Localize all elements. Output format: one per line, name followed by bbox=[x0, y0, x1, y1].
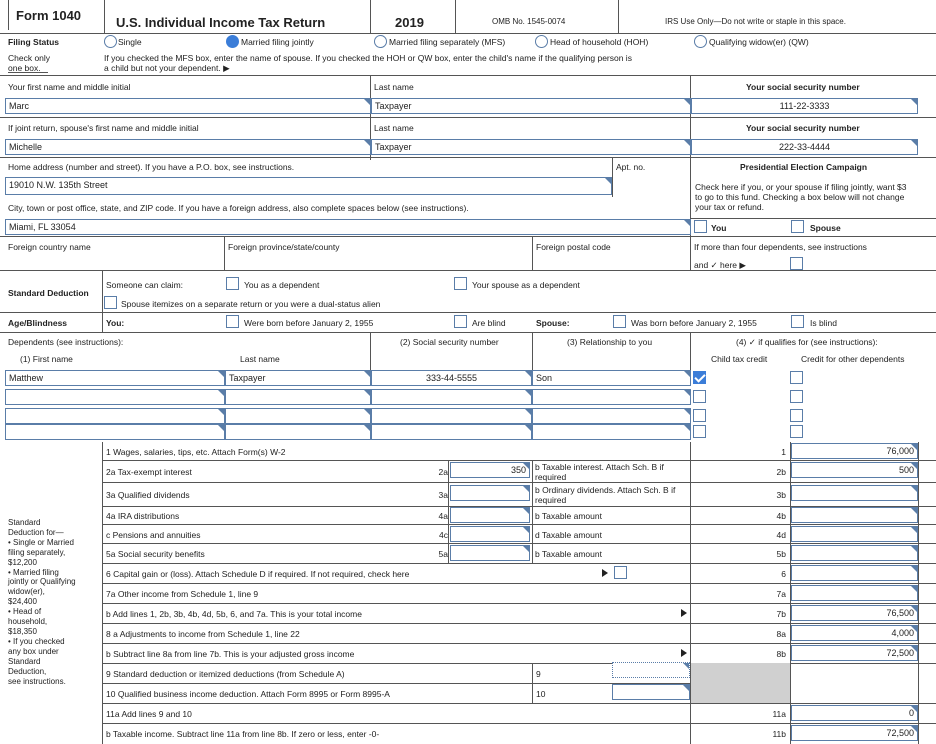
spouse-ssn-label: Your social security number bbox=[746, 123, 860, 133]
line-1-input[interactable]: 76,000 bbox=[791, 443, 918, 459]
dep-col-last-name: Last name bbox=[240, 354, 280, 364]
radio-married-filing-separately[interactable] bbox=[374, 35, 387, 48]
line-10-number: 10 bbox=[536, 689, 546, 699]
line-4a-input[interactable] bbox=[450, 507, 530, 523]
ssn-label: Your social security number bbox=[746, 82, 860, 92]
sidebar-line: Deduction for— bbox=[8, 527, 64, 537]
line-7b-number: 7b bbox=[776, 609, 786, 619]
sidebar-line: widow(er), bbox=[8, 587, 45, 597]
line-5a-input[interactable] bbox=[450, 545, 530, 561]
dependent-first-name[interactable] bbox=[5, 424, 225, 440]
child-tax-credit-checkbox[interactable] bbox=[693, 371, 706, 384]
line-8a-label: 8 a Adjustments to income from Schedule 1, line 22 bbox=[106, 629, 300, 639]
line-7a-label: 7a Other income from Schedule 1, line 9 bbox=[106, 589, 259, 599]
child-tax-credit-checkbox[interactable] bbox=[693, 425, 706, 438]
arrow-icon bbox=[681, 609, 687, 617]
line-8b-label: b Subtract line 8a from line 7b. This is your adjusted gross income bbox=[106, 649, 355, 659]
filing-status-label: Filing Status bbox=[8, 37, 59, 47]
dependent-last-name[interactable] bbox=[225, 424, 371, 440]
dependents-label: Dependents (see instructions): bbox=[8, 337, 124, 347]
line-5a-number: 5a bbox=[438, 549, 448, 559]
foreign-country-label: Foreign country name bbox=[8, 242, 91, 252]
dependent-relationship[interactable] bbox=[532, 408, 691, 424]
dependent-relationship[interactable]: Son bbox=[532, 370, 691, 386]
line-4b-number: 4b bbox=[776, 511, 786, 521]
line-11b-label: b Taxable income. Subtract line 11a from line 8b. If zero or less, enter -0- bbox=[106, 729, 380, 739]
line-9-number: 9 bbox=[536, 669, 541, 679]
sidebar-line: • Married filing bbox=[8, 567, 59, 577]
first-name-label: Your first name and middle initial bbox=[8, 82, 131, 92]
form-number: Form 1040 bbox=[16, 8, 82, 23]
label-married-filing-separately: Married filing separately (MFS) bbox=[389, 37, 506, 47]
line-7b-input[interactable]: 76,500 bbox=[791, 605, 918, 621]
line-2a-input[interactable]: 350 bbox=[450, 462, 530, 478]
irs-use-only: IRS Use Only—Do not write or staple in this space. bbox=[665, 17, 846, 26]
home-address-label: Home address (number and street). If you have a P.O. box, see instructions. bbox=[8, 162, 295, 172]
child-tax-credit-checkbox[interactable] bbox=[693, 390, 706, 403]
age-blindness-label: Age/Blindness bbox=[8, 318, 68, 328]
line-8a-number: 8a bbox=[776, 629, 786, 639]
spouse-itemizes-label: Spouse itemizes on a separate return or you were a dual-status alien bbox=[121, 299, 381, 309]
pec-line1: Check here if you, or your spouse if filing jointly, want $3 bbox=[695, 182, 907, 192]
tax-year: 2019 bbox=[395, 15, 424, 30]
and-check-here: and ✓ here ▶ bbox=[694, 260, 746, 270]
line-10-input[interactable] bbox=[612, 684, 690, 700]
line-8b-number: 8b bbox=[776, 649, 786, 659]
filing-note-line2: a child but not your dependent. ▶ bbox=[104, 63, 230, 73]
line-11a-number: 11a bbox=[772, 709, 786, 719]
pec-you-checkbox[interactable] bbox=[694, 220, 707, 233]
line-2a-number: 2a bbox=[438, 467, 448, 477]
label-head-of-household: Head of household (HOH) bbox=[550, 37, 649, 47]
pec-spouse-checkbox[interactable] bbox=[791, 220, 804, 233]
sidebar-line: $24,400 bbox=[8, 597, 37, 607]
standard-deduction-sidebar bbox=[8, 518, 76, 686]
other-dependents-credit-checkbox[interactable] bbox=[790, 425, 803, 438]
line-9-input[interactable] bbox=[612, 662, 690, 678]
line-3b-input[interactable] bbox=[791, 485, 918, 501]
line-8a-input[interactable]: 4,000 bbox=[791, 625, 918, 641]
spouse-as-dependent-label: Your spouse as a dependent bbox=[472, 280, 580, 290]
spouse-blind-checkbox[interactable] bbox=[791, 315, 804, 328]
label-qualifying-widow: Qualifying widow(er) (QW) bbox=[709, 37, 809, 47]
line-4d-number: 4d bbox=[776, 530, 786, 540]
line-4b-label: b Taxable amount bbox=[535, 511, 602, 521]
dependent-last-name[interactable]: Taxpayer bbox=[225, 370, 371, 386]
sidebar-line: Deduction, bbox=[8, 666, 47, 676]
dependent-last-name[interactable] bbox=[225, 408, 371, 424]
sidebar-line: • Single or Married bbox=[8, 537, 74, 547]
sidebar-line: $12,200 bbox=[8, 557, 37, 567]
foreign-province-label: Foreign province/state/county bbox=[228, 242, 340, 252]
line-4c-label: c Pensions and annuities bbox=[106, 530, 201, 540]
line-3b-number: 3b bbox=[776, 490, 786, 500]
pec-line3: your tax or refund. bbox=[695, 202, 764, 212]
sidebar-line: see instructions. bbox=[8, 676, 66, 686]
line-3b-label-2: required bbox=[535, 495, 567, 505]
dependent-ssn[interactable] bbox=[371, 389, 532, 405]
sidebar-line: Standard bbox=[8, 518, 41, 527]
dependent-last-name[interactable] bbox=[225, 389, 371, 405]
line-2b-label: b Taxable interest. Attach Sch. B if bbox=[535, 462, 664, 472]
label-married-filing-jointly: Married filing jointly bbox=[241, 37, 314, 47]
sidebar-line: jointly or Qualifying bbox=[8, 577, 76, 587]
dep-col-first-name: (1) First name bbox=[20, 354, 73, 364]
dependent-relationship[interactable] bbox=[532, 424, 691, 440]
spouse-born-before-label: Was born before January 2, 1955 bbox=[631, 318, 757, 328]
line-6-input[interactable] bbox=[791, 565, 918, 581]
spouse-last-name-label: Last name bbox=[374, 123, 414, 133]
dependent-first-name[interactable] bbox=[5, 389, 225, 405]
city-label: City, town or post office, state, and ZIP code. If you have a foreign address, also complete spaces below (see instructions). bbox=[8, 203, 469, 213]
line-3a-input[interactable] bbox=[450, 485, 530, 501]
line-6-number: 6 bbox=[781, 569, 786, 579]
line-7a-number: 7a bbox=[776, 589, 786, 599]
line-2b-label-2: required bbox=[535, 472, 567, 482]
dependent-ssn[interactable]: 333-44-5555 bbox=[371, 370, 532, 386]
you-born-before-checkbox[interactable] bbox=[226, 315, 239, 328]
line-11b-input[interactable]: 72,500 bbox=[791, 725, 918, 741]
pec-title: Presidential Election Campaign bbox=[740, 162, 868, 172]
dep-col-qualifies: (4) ✓ if qualifies for (see instructions): bbox=[736, 337, 878, 347]
dependent-ssn[interactable] bbox=[371, 408, 532, 424]
child-tax-credit-checkbox[interactable] bbox=[693, 409, 706, 422]
age-you-label: You: bbox=[106, 318, 125, 328]
line-4d-input[interactable] bbox=[791, 526, 918, 542]
line-4a-label: 4a IRA distributions bbox=[106, 511, 180, 521]
check-only-label: Check only bbox=[8, 53, 51, 63]
you-as-dependent-checkbox[interactable] bbox=[226, 277, 239, 290]
line-7b-label: b Add lines 1, 2b, 3b, 4b, 4d, 5b, 6, and 7a. This is your total income bbox=[106, 609, 362, 619]
line-3b-label: b Ordinary dividends. Attach Sch. B if bbox=[535, 485, 676, 495]
home-address-input[interactable]: 19010 N.W. 135th Street bbox=[5, 177, 612, 195]
filing-note-line1: If you checked the MFS box, enter the name of spouse. If you checked the HOH or QW box, enter the child's name if the qualifying person is bbox=[104, 53, 632, 63]
one-box-label: one box. bbox=[8, 63, 41, 73]
line-5b-label: b Taxable amount bbox=[535, 549, 602, 559]
pec-you-label: You bbox=[711, 223, 727, 233]
line-7a-input[interactable] bbox=[791, 585, 918, 601]
standard-deduction-label: Standard Deduction bbox=[8, 288, 89, 298]
line-8b-input[interactable]: 72,500 bbox=[791, 645, 918, 661]
line-10-label: 10 Qualified business income deduction. Attach Form 8995 or Form 8995-A bbox=[106, 689, 390, 699]
ssn-input[interactable]: 111-22-3333 bbox=[691, 98, 918, 114]
pec-line2: to go to this fund. Checking a box below will not change bbox=[695, 192, 905, 202]
spouse-ssn-input[interactable]: 222-33-4444 bbox=[691, 139, 918, 155]
line-5b-number: 5b bbox=[776, 549, 786, 559]
spouse-blind-label: Is blind bbox=[810, 318, 837, 328]
dependent-ssn[interactable] bbox=[371, 424, 532, 440]
line-6-checkbox[interactable] bbox=[614, 566, 627, 579]
foreign-postal-label: Foreign postal code bbox=[536, 242, 611, 252]
line-1-label: 1 Wages, salaries, tips, etc. Attach Form(s) W-2 bbox=[106, 447, 286, 457]
other-dependents-credit-checkbox[interactable] bbox=[790, 371, 803, 384]
line-2b-input[interactable]: 500 bbox=[791, 462, 918, 478]
form-title: U.S. Individual Income Tax Return bbox=[116, 15, 326, 30]
line-11a-label: 11a Add lines 9 and 10 bbox=[106, 709, 192, 719]
last-name-label: Last name bbox=[374, 82, 414, 92]
arrow-icon bbox=[681, 649, 687, 657]
spouse-first-name-label: If joint return, spouse's first name and middle initial bbox=[8, 123, 199, 133]
last-name-input[interactable]: Taxpayer bbox=[371, 98, 691, 114]
label-single: Single bbox=[118, 37, 142, 47]
age-spouse-label: Spouse: bbox=[536, 318, 570, 328]
you-as-dependent-label: You as a dependent bbox=[244, 280, 320, 290]
sidebar-line: any box under bbox=[8, 646, 59, 656]
arrow-icon bbox=[602, 569, 608, 577]
line-2b-number: 2b bbox=[776, 467, 786, 477]
sidebar-line: Standard bbox=[8, 656, 41, 666]
sidebar-line: • If you checked bbox=[8, 636, 65, 646]
line-4d-label: d Taxable amount bbox=[535, 530, 602, 540]
sidebar-line: • Head of bbox=[8, 607, 42, 617]
more-dependents-checkbox[interactable] bbox=[790, 257, 803, 270]
omb-number: OMB No. 1545-0074 bbox=[492, 17, 566, 26]
line-4c-input[interactable] bbox=[450, 526, 530, 542]
line-2a-label: 2a Tax-exempt interest bbox=[106, 467, 192, 477]
radio-single[interactable] bbox=[104, 35, 117, 48]
other-dependents-credit-checkbox[interactable] bbox=[790, 390, 803, 403]
dependent-first-name[interactable]: Matthew bbox=[5, 370, 225, 386]
line-5a-label: 5a Social security benefits bbox=[106, 549, 205, 559]
line-5b-input[interactable] bbox=[791, 545, 918, 561]
sidebar-line: household, bbox=[8, 617, 48, 627]
someone-can-claim-label: Someone can claim: bbox=[106, 280, 184, 290]
more-dependents-note: If more than four dependents, see instructions bbox=[694, 242, 867, 252]
sidebar-line: filing separately, bbox=[8, 547, 66, 557]
shaded-area bbox=[691, 663, 790, 703]
dep-col-child-tax-credit: Child tax credit bbox=[711, 354, 768, 364]
you-blind-checkbox[interactable] bbox=[454, 315, 467, 328]
other-dependents-credit-checkbox[interactable] bbox=[790, 409, 803, 422]
line-9-label: 9 Standard deduction or itemized deductions (from Schedule A) bbox=[106, 669, 345, 679]
spouse-born-before-checkbox[interactable] bbox=[613, 315, 626, 328]
dependent-relationship[interactable] bbox=[532, 389, 691, 405]
spouse-itemizes-checkbox[interactable] bbox=[104, 296, 117, 309]
you-born-before-label: Were born before January 2, 1955 bbox=[244, 318, 374, 328]
spouse-last-name-input[interactable]: Taxpayer bbox=[371, 139, 691, 155]
dep-col-relationship: (3) Relationship to you bbox=[567, 337, 653, 347]
line-6-label: 6 Capital gain or (loss). Attach Schedule D if required. If not required, check here bbox=[106, 569, 410, 579]
city-input[interactable]: Miami, FL 33054 bbox=[5, 219, 691, 235]
line-11a-input[interactable]: 0 bbox=[791, 705, 918, 721]
radio-qualifying-widow[interactable] bbox=[694, 35, 707, 48]
line-11b-number: 11b bbox=[772, 729, 786, 739]
you-blind-label: Are blind bbox=[472, 318, 506, 328]
spouse-as-dependent-checkbox[interactable] bbox=[454, 277, 467, 290]
dependent-first-name[interactable] bbox=[5, 408, 225, 424]
line-4c-number: 4c bbox=[439, 530, 448, 540]
line-4b-input[interactable] bbox=[791, 507, 918, 523]
dep-col-ssn: (2) Social security number bbox=[400, 337, 499, 347]
dep-col-other-credit: Credit for other dependents bbox=[801, 354, 905, 364]
apt-no-label: Apt. no. bbox=[616, 162, 646, 172]
first-name-input[interactable]: Marc bbox=[5, 98, 371, 114]
radio-head-of-household[interactable] bbox=[535, 35, 548, 48]
pec-spouse-label: Spouse bbox=[810, 223, 841, 233]
sidebar-line: $18,350 bbox=[8, 626, 37, 636]
line-3a-number: 3a bbox=[438, 490, 448, 500]
line-3a-label: 3a Qualified dividends bbox=[106, 490, 190, 500]
spouse-first-name-input[interactable]: Michelle bbox=[5, 139, 371, 155]
radio-married-filing-jointly[interactable] bbox=[226, 35, 239, 48]
line-1-number: 1 bbox=[781, 447, 786, 457]
line-4a-number: 4a bbox=[438, 511, 448, 521]
